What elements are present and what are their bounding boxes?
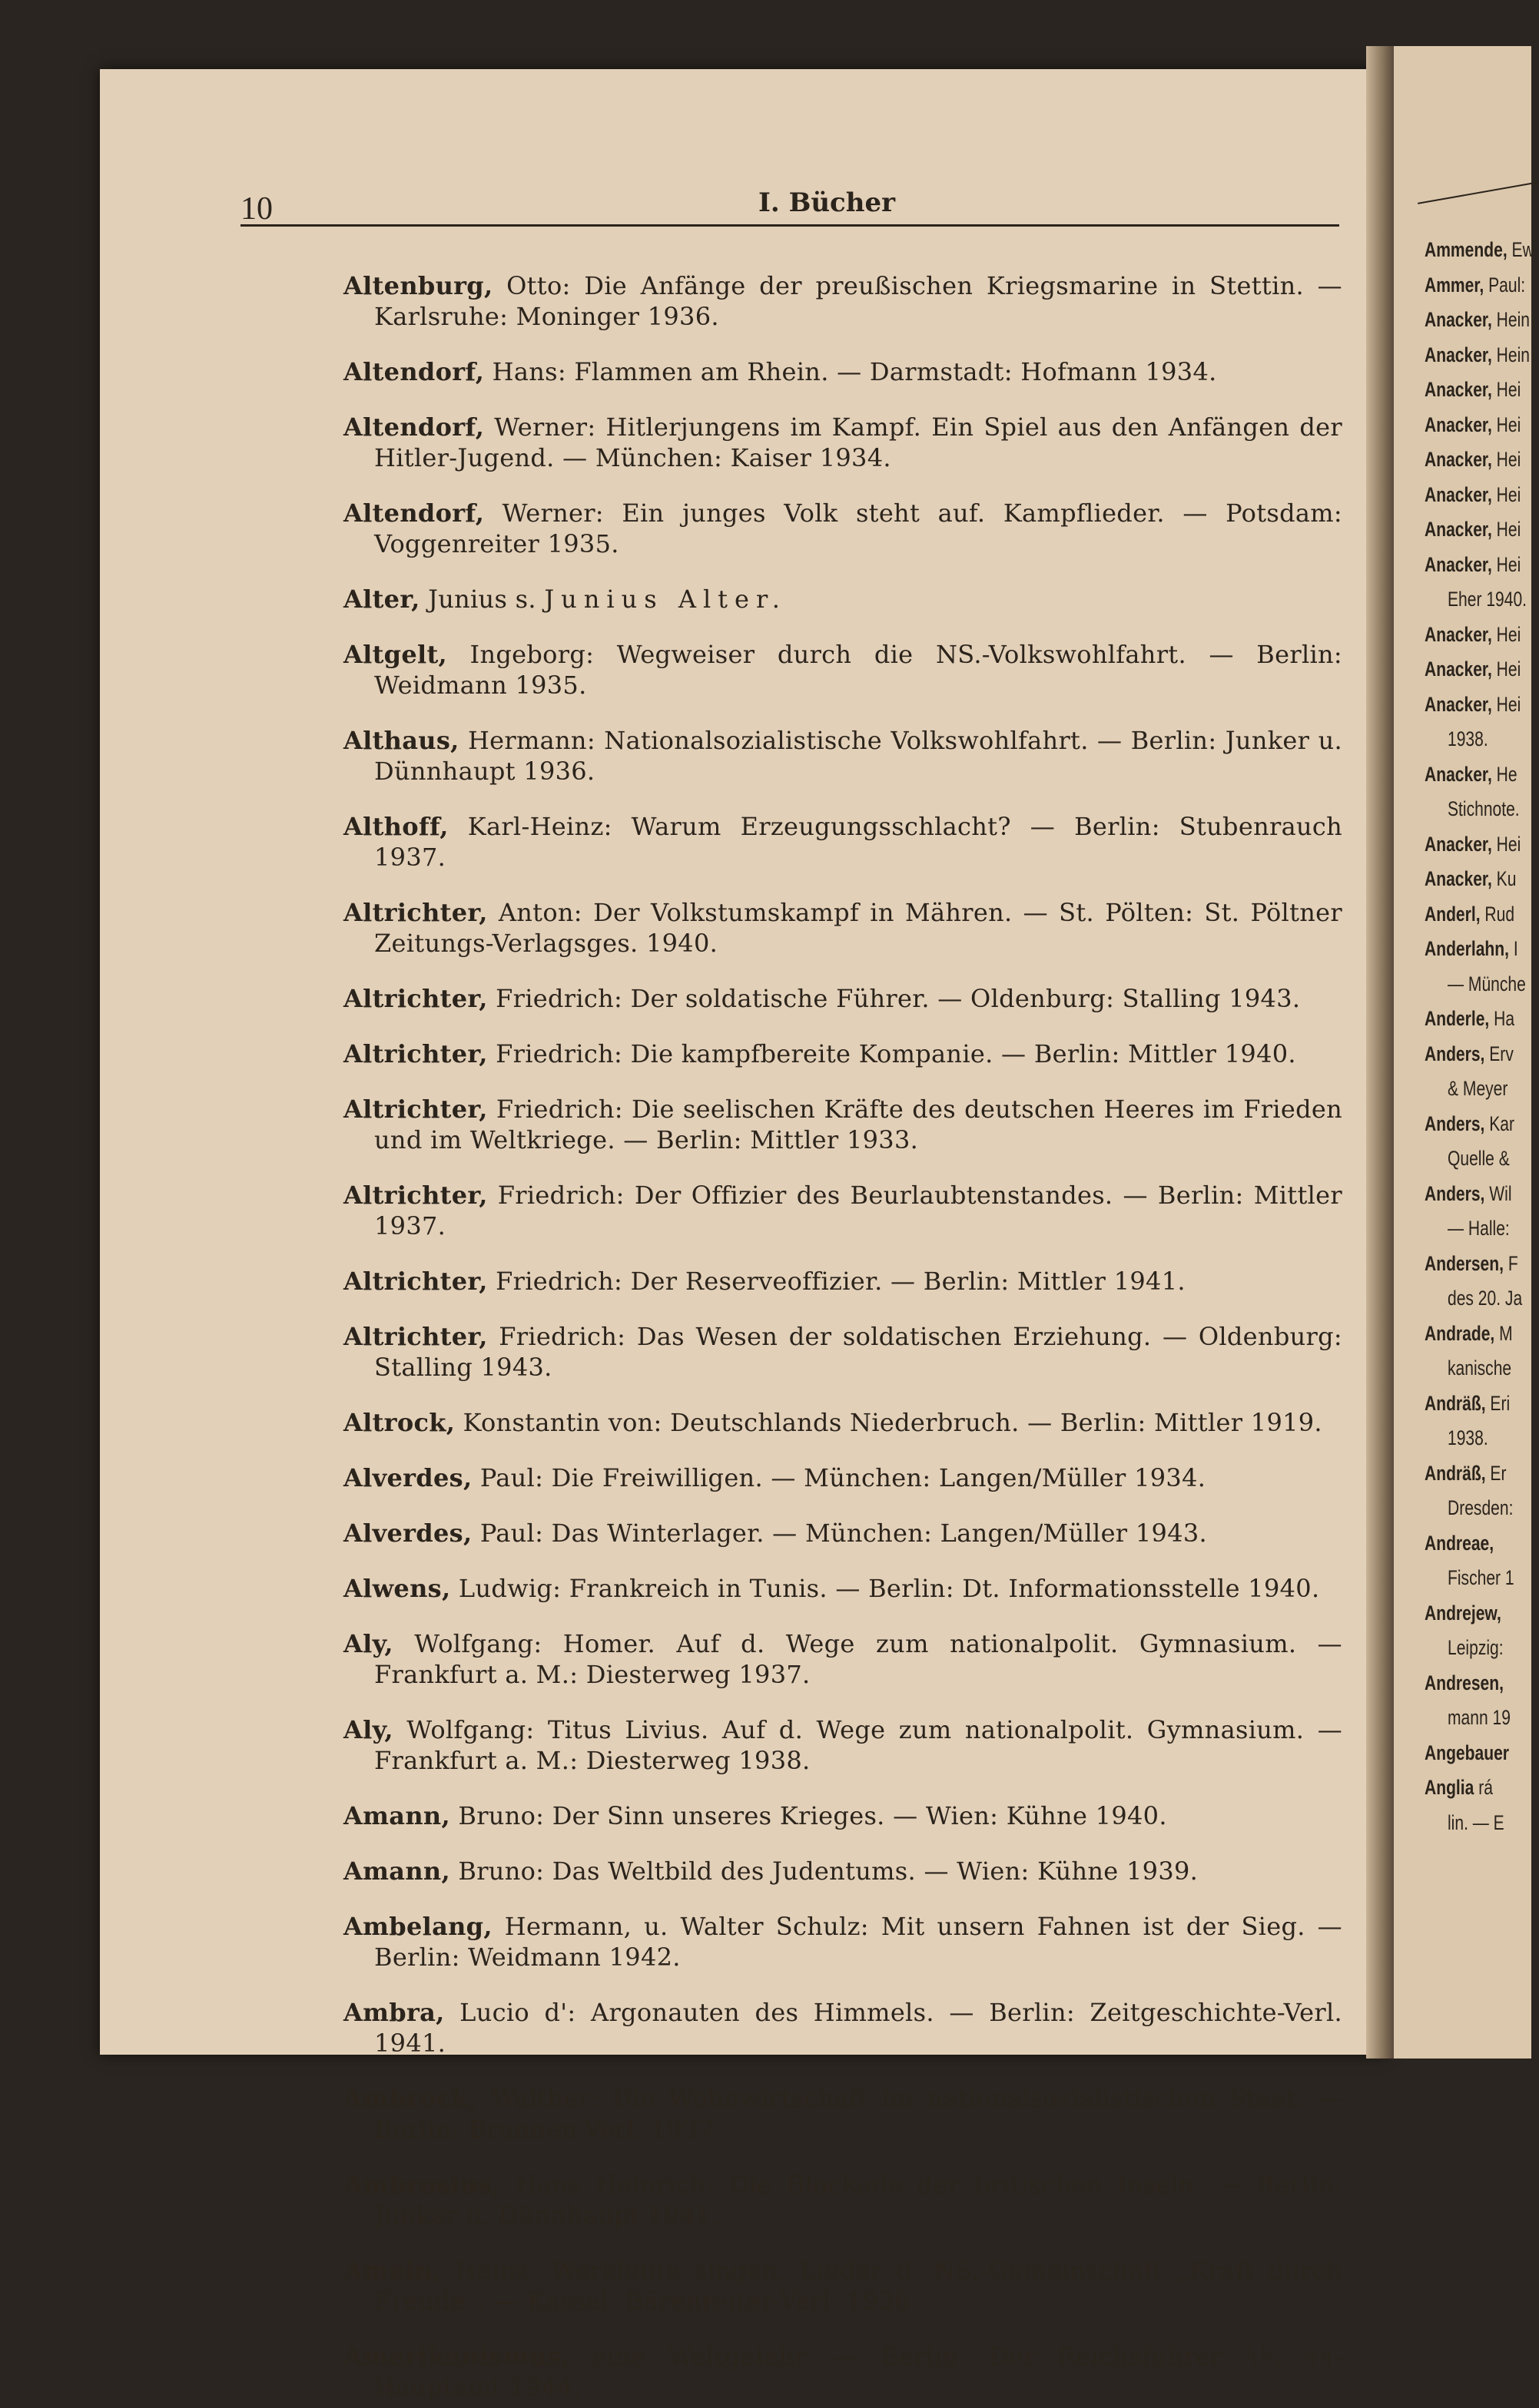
- entry: [343, 1856, 1342, 1886]
- entry-text: Werner: Ein junges Volk steht auf. Kampflieder. — Potsdam: Voggenreiter 1935.: [374, 498, 1342, 558]
- adjacent-page-line: [1448, 727, 1488, 751]
- entry-name: Altrock,: [343, 1408, 456, 1437]
- entry-name: Ambrosius,: [343, 2170, 501, 2199]
- adjacent-entry-text: Fischer 1: [1448, 1566, 1514, 1589]
- entry: [343, 897, 1342, 959]
- entry: [343, 1266, 1342, 1297]
- adjacent-entry-text: — Münche: [1448, 972, 1526, 995]
- entry: [343, 639, 1342, 701]
- adjacent-page-line: [1425, 1042, 1514, 1066]
- entry-text: Friedrich: Das Wesen der soldatischen Erziehung. — Oldenburg: Stalling 1943.: [374, 1322, 1342, 1382]
- entry: [343, 2083, 1342, 2145]
- adjacent-entry-text: des 20. Ja: [1448, 1287, 1523, 1310]
- adjacent-entry-text: Hei: [1491, 832, 1521, 856]
- entry-text: Anton: Der Volkstumskampf in Mähren. — St. Pölten: St. Pöltner Zeitungs-Verlagsges. 1940.: [374, 898, 1342, 958]
- adjacent-page-line: [1425, 238, 1534, 262]
- adjacent-entry-text: mann 19: [1448, 1706, 1511, 1729]
- adjacent-entry-name: Anacker,: [1425, 412, 1492, 436]
- adjacent-page-line: [1425, 937, 1518, 961]
- adjacent-entry-text: Hei: [1491, 692, 1521, 716]
- entry-name: Alwens,: [343, 1574, 451, 1603]
- adjacent-entry-name: Anacker,: [1425, 518, 1492, 541]
- entry-name: Altenburg,: [343, 271, 493, 300]
- entry-name: Amerikanismus,: [343, 2342, 570, 2371]
- adjacent-page-line: [1425, 693, 1521, 717]
- adjacent-page-line: [1425, 763, 1517, 787]
- adjacent-page-line: [1448, 1636, 1504, 1660]
- adjacent-entry-name: Anacker,: [1425, 343, 1492, 366]
- adjacent-entry-text: Ku: [1491, 867, 1517, 890]
- entry-text: Hans: Flammen am Rhein. — Darmstadt: Hofmann 1934.: [484, 357, 1217, 386]
- adjacent-page-line: [1425, 448, 1521, 472]
- entry: [343, 356, 1342, 387]
- entry-name: Altrichter,: [343, 1267, 488, 1296]
- running-head: I. Bücher: [758, 187, 896, 218]
- adjacent-entry-text: Erv: [1484, 1042, 1514, 1065]
- adjacent-entry-text: Hei: [1491, 378, 1521, 401]
- entry: [343, 2255, 1342, 2317]
- adjacent-entry-text: 1938.: [1448, 1426, 1488, 1449]
- entry-text: Ingeborg: Wegweiser durch die NS.-Volkswohlfahrt. — Berlin: Weidmann 1935.: [374, 640, 1342, 700]
- entry: [343, 811, 1342, 873]
- adjacent-entry-name: Anacker,: [1425, 552, 1492, 576]
- adjacent-page-line: [1425, 1462, 1506, 1486]
- adjacent-entry-name: Anderlahn,: [1425, 937, 1509, 960]
- adjacent-entry-name: Andersen,: [1425, 1251, 1504, 1275]
- entry-text: Bruno: Der Sinn unseres Krieges. — Wien: Kühne 1940.: [449, 1801, 1167, 1830]
- entry-name: Altrichter,: [343, 1181, 488, 1210]
- adjacent-entry-name: Andräß,: [1425, 1461, 1486, 1485]
- adjacent-page-line: [1425, 343, 1530, 367]
- entry-text: Junius s.: [420, 585, 545, 614]
- adjacent-page-line: [1448, 1147, 1510, 1171]
- adjacent-entry-text: M: [1494, 1321, 1513, 1345]
- adjacent-page-line: [1425, 1182, 1512, 1206]
- adjacent-page-line: [1425, 518, 1521, 542]
- entry-name: Alverdes,: [343, 1519, 473, 1548]
- adjacent-entry-text: Eri: [1485, 1391, 1511, 1415]
- adjacent-page-line: [1425, 623, 1521, 647]
- adjacent-entry-name: Anacker,: [1425, 762, 1492, 786]
- entry-text: Wolfgang: Homer. Auf d. Wege zum nationalpolit. Gymnasium. — Frankfurt a. M.: Diesterweg 1937.: [374, 1629, 1342, 1689]
- entry-text: Lucio d': Argonauten des Himmels. — Berlin: Zeitgeschichte-Verl. 1941.: [374, 1998, 1342, 2058]
- entry-text: Otto: Die Anfänge der preußischen Kriegsmarine in Stettin. — Karlsruhe: Moninger 1936.: [374, 271, 1342, 331]
- adjacent-entry-name: Anacker,: [1425, 692, 1492, 716]
- adjacent-entry-text: Kar: [1484, 1111, 1515, 1135]
- entry-text: Paul: Die Freiwilligen. — München: Langen/Müller 1934.: [472, 1463, 1206, 1492]
- entry-text: Hermann, u. Walter Schulz: Mit unsern Fahnen ist der Sieg. — Berlin: Weidmann 1942.: [374, 1912, 1342, 1972]
- adjacent-entry-name: Ammende,: [1425, 238, 1507, 261]
- entry-text: Werner: Hitlerjungens im Kampf. Ein Spiel aus den Anfängen der Hitler-Jugend. — München: Kaiser 1934.: [374, 412, 1342, 472]
- entry-text: Hans Heinrich: Die Blockade der britischen Inseln. — Berlin: Junker u. Dünnhaupt 1941.: [374, 2170, 1342, 2230]
- entry-text: Bruno: Das Weltbild des Judentums. — Wien: Kühne 1939.: [449, 1857, 1199, 1886]
- adjacent-page-line: [1425, 413, 1521, 437]
- adjacent-page-line: [1425, 273, 1525, 297]
- adjacent-entry-text: Hein: [1491, 308, 1530, 331]
- adjacent-page-line: [1425, 1322, 1513, 1346]
- adjacent-page-line: [1425, 1392, 1510, 1416]
- adjacent-entry-text: Er: [1485, 1461, 1507, 1485]
- entry-name: Altrichter,: [343, 1095, 488, 1124]
- entry-name: Altendorf,: [343, 357, 485, 386]
- adjacent-entry-text: 1938.: [1448, 727, 1488, 750]
- adjacent-page-line: [1448, 1217, 1510, 1240]
- entry: [343, 2341, 1342, 2403]
- entry: [343, 1628, 1342, 1690]
- adjacent-page: [1394, 46, 1534, 2059]
- entry-name: Altrichter,: [343, 984, 488, 1013]
- bibliography-list: [343, 246, 1342, 2408]
- adjacent-page-line: [1448, 1706, 1511, 1730]
- adjacent-entry-text: Wil: [1484, 1181, 1512, 1205]
- entry: [343, 1573, 1342, 1604]
- adjacent-entry-text: rá: [1474, 1776, 1493, 1799]
- entry: [343, 1321, 1342, 1383]
- entry: [343, 1094, 1342, 1155]
- adjacent-entry-text: Leipzig:: [1448, 1636, 1504, 1659]
- adjacent-entry-name: Anacker,: [1425, 448, 1492, 471]
- adjacent-page-line: [1425, 867, 1516, 891]
- entry-name: Altendorf,: [343, 412, 485, 442]
- adjacent-entry-name: Anacker,: [1425, 482, 1492, 506]
- adjacent-entry-name: Anglia: [1425, 1776, 1474, 1799]
- adjacent-entry-name: Anderl,: [1425, 902, 1481, 926]
- entry-name: Altgelt,: [343, 640, 447, 669]
- adjacent-page-line: [1425, 1252, 1518, 1276]
- entry-name: Alter,: [343, 585, 420, 614]
- adjacent-entry-text: He: [1491, 762, 1517, 786]
- entry: [343, 1911, 1342, 1972]
- adjacent-entry-text: Hei: [1491, 412, 1521, 436]
- adjacent-entry-name: Anders,: [1425, 1111, 1485, 1135]
- entry-name: Ameln,: [343, 2256, 442, 2285]
- adjacent-entry-text: Hei: [1491, 448, 1521, 471]
- entry-text: Friedrich: Der Reserveoffizier. — Berlin: Mittler 1941.: [487, 1267, 1186, 1296]
- adjacent-entry-name: Anacker,: [1425, 657, 1492, 681]
- adjacent-entry-name: Andräß,: [1425, 1391, 1486, 1415]
- adjacent-page-line: [1425, 1532, 1494, 1555]
- entry-name: Altrichter,: [343, 1322, 488, 1351]
- adjacent-entry-name: Anacker,: [1425, 378, 1492, 401]
- adjacent-entry-text: Hei: [1491, 657, 1521, 681]
- adjacent-entry-text: Rud: [1480, 902, 1515, 926]
- adjacent-entry-name: Anacker,: [1425, 867, 1492, 890]
- entry: [343, 412, 1342, 473]
- adjacent-entry-text: kanische: [1448, 1356, 1512, 1380]
- entry-text: Paul: Das Winterlager. — München: Langen/Müller 1943.: [472, 1519, 1207, 1548]
- entry-text: Wolfgang: Titus Livius. Auf d. Wege zum nationalpolit. Gymnasium. — Frankfurt a. M.: Diesterweg 1938.: [374, 1715, 1342, 1775]
- adjacent-entry-text: Dresden:: [1448, 1496, 1514, 1519]
- adjacent-entry-text: & Meyer: [1448, 1077, 1508, 1100]
- entry-name: Altendorf,: [343, 498, 485, 528]
- entry-text: Hermann: Nationalsozialistische Volkswohlfahrt. — Berlin: Junker u. Dünnhaupt 1936.: [374, 726, 1342, 786]
- adjacent-entry-text: Hein: [1491, 343, 1530, 366]
- entry-name: Altrichter,: [343, 898, 488, 927]
- entry-text: Konstantin von: Deutschlands Niederbruch. — Berlin: Mittler 1919.: [455, 1408, 1322, 1437]
- adjacent-entry-text: F: [1503, 1251, 1518, 1275]
- adjacent-page-line: [1448, 797, 1520, 821]
- adjacent-entry-text: Hei: [1491, 518, 1521, 541]
- adjacent-entry-text: I: [1508, 937, 1518, 960]
- page-number: 10: [240, 191, 273, 227]
- entry-crossref: Junius Alter.: [544, 585, 787, 614]
- entry: [343, 270, 1342, 332]
- entry-text: Friedrich: Der Offizier des Beurlaubtenstandes. — Berlin: Mittler 1937.: [374, 1181, 1342, 1240]
- entry: [343, 1407, 1342, 1438]
- adjacent-entry-name: Angebauer: [1425, 1741, 1510, 1764]
- entry-name: Aly,: [343, 1629, 393, 1658]
- entry-text: Karl-Heinz: Warum Erzeugungsschlacht? — Berlin: Stubenrauch 1937.: [374, 812, 1342, 872]
- adjacent-page-line: [1425, 1776, 1493, 1800]
- adjacent-page-line: [1448, 1077, 1507, 1101]
- adjacent-page-line: [1448, 972, 1526, 996]
- entry: [343, 498, 1342, 559]
- entry-name: Alverdes,: [343, 1463, 473, 1492]
- adjacent-entry-name: Andresen,: [1425, 1671, 1504, 1694]
- entry: [343, 2169, 1342, 2231]
- entry-name: Aly,: [343, 1715, 393, 1744]
- adjacent-page-line: [1425, 1007, 1514, 1031]
- entry: [343, 1997, 1342, 2059]
- entry: [343, 725, 1342, 787]
- adjacent-entry-text: Ew: [1507, 238, 1534, 261]
- adjacent-page-line: [1448, 1287, 1522, 1310]
- adjacent-page-line: [1425, 1112, 1514, 1136]
- entry: [343, 1714, 1342, 1776]
- entry: [343, 1518, 1342, 1548]
- book-gutter: [1366, 46, 1394, 2059]
- adjacent-page-line: [1425, 483, 1521, 507]
- entry-name: Ambrock,: [343, 2084, 478, 2113]
- adjacent-entry-text: Paul:: [1484, 273, 1526, 296]
- entry: [343, 1038, 1342, 1069]
- entry-text: Friedrich: Die kampfbereite Kompanie. — Berlin: Mittler 1940.: [487, 1039, 1296, 1068]
- adjacent-entry-text: Hei: [1491, 482, 1521, 506]
- entry-name: Ambelang,: [343, 1912, 493, 1941]
- entry-name: Altrichter,: [343, 1039, 488, 1068]
- adjacent-page-line: [1425, 1601, 1501, 1625]
- entry-name: Althoff,: [343, 812, 449, 841]
- adjacent-page-line: [1425, 1671, 1504, 1695]
- adjacent-entry-name: Andrejew,: [1425, 1601, 1501, 1625]
- adjacent-entry-text: Eher 1940.: [1448, 588, 1527, 611]
- entry: [343, 1462, 1342, 1493]
- adjacent-entry-name: Anacker,: [1425, 622, 1492, 646]
- adjacent-entry-text: Ha: [1489, 1007, 1515, 1030]
- adjacent-entry-name: Andreae,: [1425, 1531, 1494, 1555]
- adjacent-page-header-rule: [1418, 181, 1539, 204]
- adjacent-entry-name: Anders,: [1425, 1042, 1485, 1065]
- adjacent-entry-name: Ammer,: [1425, 273, 1484, 296]
- entry-text: Heinz: Werkleute singen. Lieder d. NS.-Gemeinschaft „Kraft durch Freude“. — Kassel: Bärenreiter-Verl. 1936.: [374, 2256, 1342, 2316]
- adjacent-entry-name: Anacker,: [1425, 832, 1492, 856]
- adjacent-entry-name: Anacker,: [1425, 308, 1492, 331]
- adjacent-page-line: [1425, 378, 1521, 402]
- adjacent-page-line: [1448, 588, 1527, 611]
- adjacent-entry-text: Stichnote.: [1448, 797, 1520, 820]
- entry-name: Amann,: [343, 1801, 450, 1830]
- entry-name: Amann,: [343, 1857, 450, 1886]
- adjacent-page-line: [1425, 903, 1514, 926]
- adjacent-entry-text: — Halle:: [1448, 1217, 1510, 1240]
- adjacent-entry-text: Hei: [1491, 552, 1521, 576]
- adjacent-page-line: [1448, 1426, 1488, 1450]
- adjacent-entry-name: Anderle,: [1425, 1007, 1490, 1030]
- adjacent-page-line: [1448, 1566, 1514, 1590]
- entry-text: eine Weltgefahr. — Berlin: Der Reichsführer ᛋᛋ, ᛋᛋ-Hauptamt 1944.: [374, 2342, 1342, 2402]
- entry-text: Friedrich: Die seelischen Kräfte des deutschen Heeres im Frieden und im Weltkriege. — Berlin: Mittler 1933.: [374, 1095, 1342, 1154]
- adjacent-page-line: [1425, 1741, 1509, 1765]
- entry: [343, 983, 1342, 1014]
- adjacent-page-line: [1448, 1811, 1504, 1835]
- entry: [343, 1180, 1342, 1241]
- adjacent-page-line: [1425, 308, 1530, 332]
- entry-text: Ludwig: Frankreich in Tunis. — Berlin: Dt. Informationsstelle 1940.: [450, 1574, 1320, 1603]
- adjacent-page-line: [1448, 1356, 1511, 1380]
- adjacent-entry-name: Anders,: [1425, 1181, 1485, 1205]
- adjacent-entry-name: Andrade,: [1425, 1321, 1495, 1345]
- adjacent-entry-text: Quelle &: [1448, 1147, 1510, 1170]
- adjacent-page-line: [1425, 833, 1521, 856]
- entry: [343, 1800, 1342, 1831]
- adjacent-page-line: [1448, 1496, 1513, 1520]
- entry: [343, 584, 1342, 614]
- adjacent-entry-text: lin. — E: [1448, 1810, 1504, 1834]
- adjacent-page-line: [1425, 553, 1521, 577]
- entry-name: Althaus,: [343, 726, 459, 755]
- adjacent-page-line: [1425, 657, 1521, 681]
- entry-text: Friedrich: Der soldatische Führer. — Oldenburg: Stalling 1943.: [487, 984, 1301, 1013]
- entry-text: Walther: Die Wohnwirtschaft im nationalsozialistischen Staat. — Berlin: Brunnen-Verl. 1937.: [374, 2084, 1342, 2144]
- entry-name: Ambra,: [343, 1998, 445, 2027]
- adjacent-entry-text: Hei: [1491, 622, 1521, 646]
